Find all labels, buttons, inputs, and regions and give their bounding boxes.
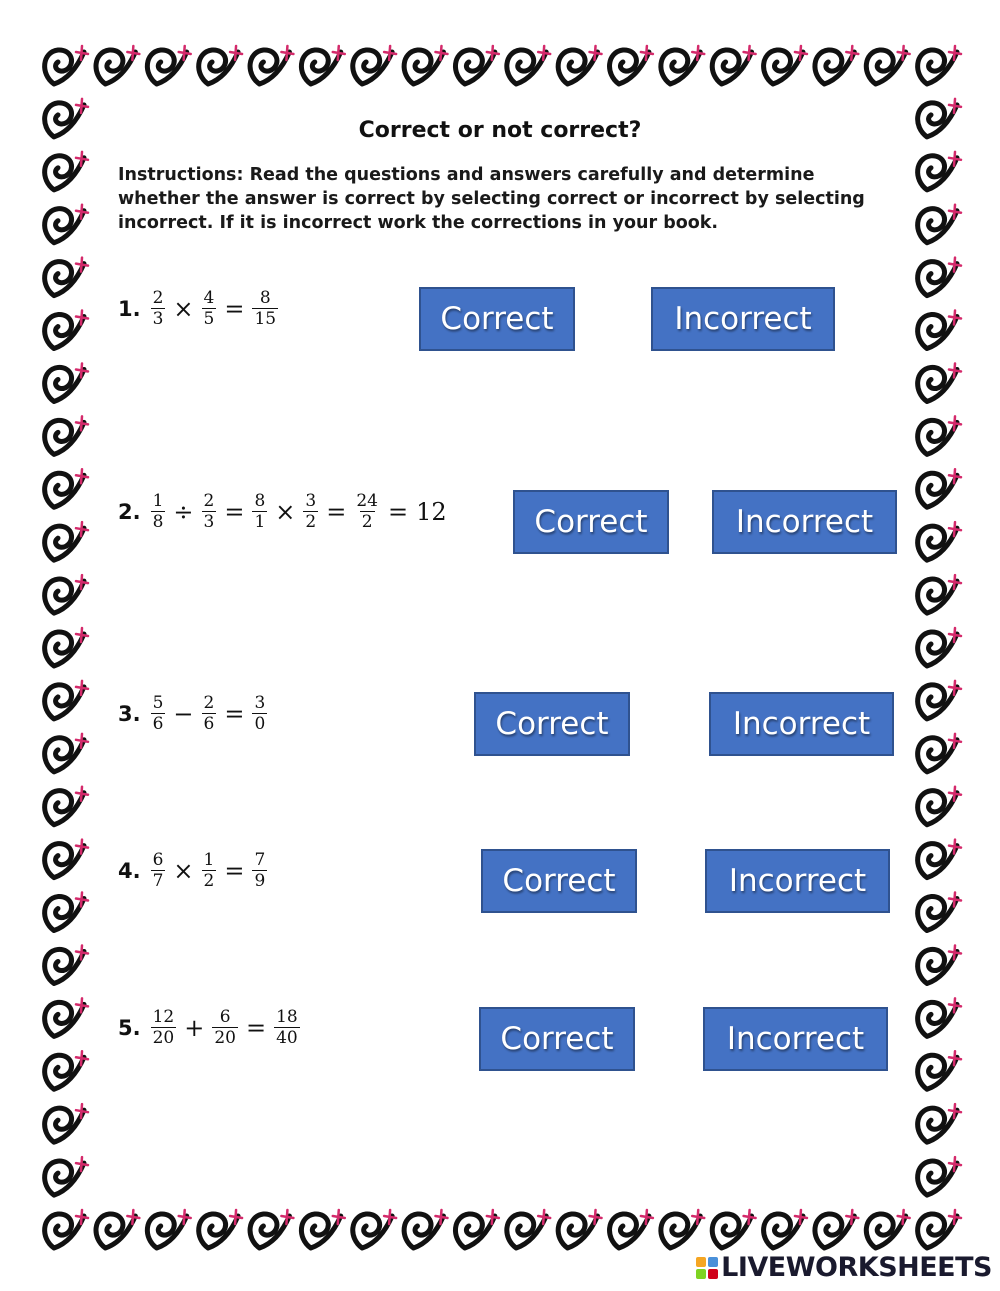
question-number: 5. [118,1015,141,1040]
fraction: $\frac{12}{20}$ [152,1007,175,1048]
swirl-ornament-icon [866,46,909,84]
liveworksheets-logo [696,1252,992,1283]
swirl-ornament-icon [45,469,88,507]
fraction: $\frac{3}{2}$ [305,491,317,532]
swirl-ornament-icon [45,575,88,613]
swirl-ornament-icon [661,46,704,84]
swirl-ornament-icon [250,1210,293,1248]
swirl-ornament-icon [918,734,961,772]
operator: × [173,294,194,323]
q2-incorrect-button[interactable]: Incorrect [712,490,897,554]
swirl-ornament-icon [918,469,961,507]
logo-text: LIVEWORKSHEETS [721,1252,992,1283]
fraction: $\frac{8}{15}$ [254,288,277,329]
swirl-ornament-icon [815,1210,858,1248]
fraction: $\frac{4}{5}$ [203,288,215,329]
swirl-ornament-icon [147,1210,190,1248]
swirl-ornament-icon [918,205,961,243]
swirl-ornament-icon [301,1210,344,1248]
swirl-ornament-icon [610,1210,653,1248]
swirl-ornament-icon [96,46,139,84]
swirl-ornament-icon [918,258,961,296]
swirl-ornament-icon [918,575,961,613]
operator: = [224,294,245,323]
q4-correct-button[interactable]: Correct [481,849,637,913]
swirl-ornament-icon [45,1051,88,1089]
fraction: $\frac{18}{40}$ [276,1007,298,1048]
swirl-ornament-icon [147,46,190,84]
swirl-ornament-icon [918,522,961,560]
swirl-ornament-icon [45,787,88,825]
question-number: 2. [118,499,141,524]
swirl-ornament-icon [866,1210,909,1248]
swirl-ornament-icon [45,893,88,931]
operator: = [245,1013,267,1042]
operator: + [184,1013,205,1042]
swirl-ornament-icon [45,416,88,454]
fraction: $\frac{2}{6}$ [203,693,215,734]
swirl-ornament-icon [918,681,961,719]
swirl-ornament-icon [353,1210,396,1248]
swirl-ornament-icon [918,787,961,825]
swirl-ornament-icon [455,1210,498,1248]
swirl-ornament-icon [918,1210,961,1248]
q3-correct-button[interactable]: Correct [474,692,630,756]
integer-result: 12 [416,497,447,526]
fraction: $\frac{6}{7}$ [152,850,164,891]
swirl-ornament-icon [45,945,88,983]
q5-correct-button[interactable]: Correct [479,1007,635,1071]
fraction: $\frac{2}{3}$ [203,491,215,532]
question-number: 1. [118,296,141,321]
swirl-ornament-icon [661,1210,704,1248]
fraction: $\frac{7}{9}$ [254,850,266,891]
swirl-ornament-icon [45,522,88,560]
swirl-ornament-icon [45,1157,88,1195]
swirl-ornament-icon [918,46,961,84]
swirl-ornament-icon [918,152,961,190]
operator: = [387,497,409,526]
swirl-ornament-icon [404,46,447,84]
swirl-ornament-icon [918,1157,961,1195]
instructions-text: Instructions: Read the questions and answers carefully and determine whether the answer is correct by selecting correct or incorrect by selecting incorrect. If it is incorrect work the corrections in your book. [118,165,865,233]
fraction: $\frac{3}{0}$ [254,693,266,734]
swirl-ornament-icon [918,363,961,401]
fraction: $\frac{6}{20}$ [214,1007,236,1048]
swirl-ornament-icon [45,1104,88,1142]
q1-correct-button[interactable]: Correct [419,287,575,351]
question-4 [118,850,269,891]
q3-incorrect-button[interactable]: Incorrect [709,692,894,756]
swirl-ornament-icon [918,628,961,666]
swirl-ornament-icon [250,46,293,84]
swirl-ornament-icon [918,1104,961,1142]
fraction: $\frac{8}{1}$ [254,491,266,532]
swirl-ornament-icon [45,840,88,878]
logo-mark-icon [696,1257,718,1279]
swirl-ornament-icon [918,1051,961,1089]
fraction: $\frac{24}{2}$ [356,491,378,532]
swirl-ornament-icon [455,46,498,84]
swirl-ornament-icon [96,1210,139,1248]
swirl-ornament-icon [199,1210,242,1248]
fraction: $\frac{5}{6}$ [152,693,164,734]
operator: = [326,497,347,526]
swirl-ornament-icon [764,1210,807,1248]
swirl-ornament-icon [45,363,88,401]
swirl-ornament-icon [45,628,88,666]
swirl-ornament-icon [712,46,755,84]
question-5 [118,1007,302,1048]
fraction: $\frac{1}{2}$ [203,850,215,891]
operator: × [173,856,194,885]
fraction: $\frac{2}{3}$ [152,288,164,329]
operator: − [173,699,194,728]
swirl-ornament-icon [507,1210,550,1248]
question-3 [118,693,269,734]
swirl-ornament-icon [918,311,961,349]
swirl-ornament-icon [45,152,88,190]
swirl-ornament-icon [45,998,88,1036]
swirl-ornament-icon [712,1210,755,1248]
swirl-ornament-icon [353,46,396,84]
operator: = [224,699,245,728]
swirl-ornament-icon [918,416,961,454]
swirl-ornament-icon [918,840,961,878]
question-number: 3. [118,701,141,726]
swirl-ornament-icon [815,46,858,84]
swirl-ornament-icon [404,1210,447,1248]
swirl-ornament-icon [45,734,88,772]
swirl-ornament-icon [918,998,961,1036]
q2-correct-button[interactable]: Correct [513,490,669,554]
swirl-ornament-icon [45,46,88,84]
swirl-ornament-icon [45,205,88,243]
swirl-ornament-icon [199,46,242,84]
q4-incorrect-button[interactable]: Incorrect [705,849,890,913]
operator: = [224,497,245,526]
swirl-ornament-icon [507,46,550,84]
swirl-ornament-icon [764,46,807,84]
swirl-ornament-icon [918,893,961,931]
swirl-ornament-icon [45,258,88,296]
q5-incorrect-button[interactable]: Incorrect [703,1007,888,1071]
swirl-ornament-icon [918,945,961,983]
operator: = [224,856,245,885]
swirl-ornament-icon [45,681,88,719]
fraction: $\frac{1}{8}$ [152,491,164,532]
operator: × [275,497,296,526]
swirl-ornament-icon [45,1210,88,1248]
worksheet-title: Correct or not correct? [358,118,642,143]
operator: ÷ [173,497,194,526]
q1-incorrect-button[interactable]: Incorrect [651,287,835,351]
question-2 [118,491,447,532]
swirl-ornament-icon [558,1210,601,1248]
swirl-ornament-icon [558,46,601,84]
swirl-ornament-icon [301,46,344,84]
question-1 [118,288,280,329]
swirl-ornament-icon [610,46,653,84]
swirl-ornament-icon [45,311,88,349]
question-number: 4. [118,858,141,883]
